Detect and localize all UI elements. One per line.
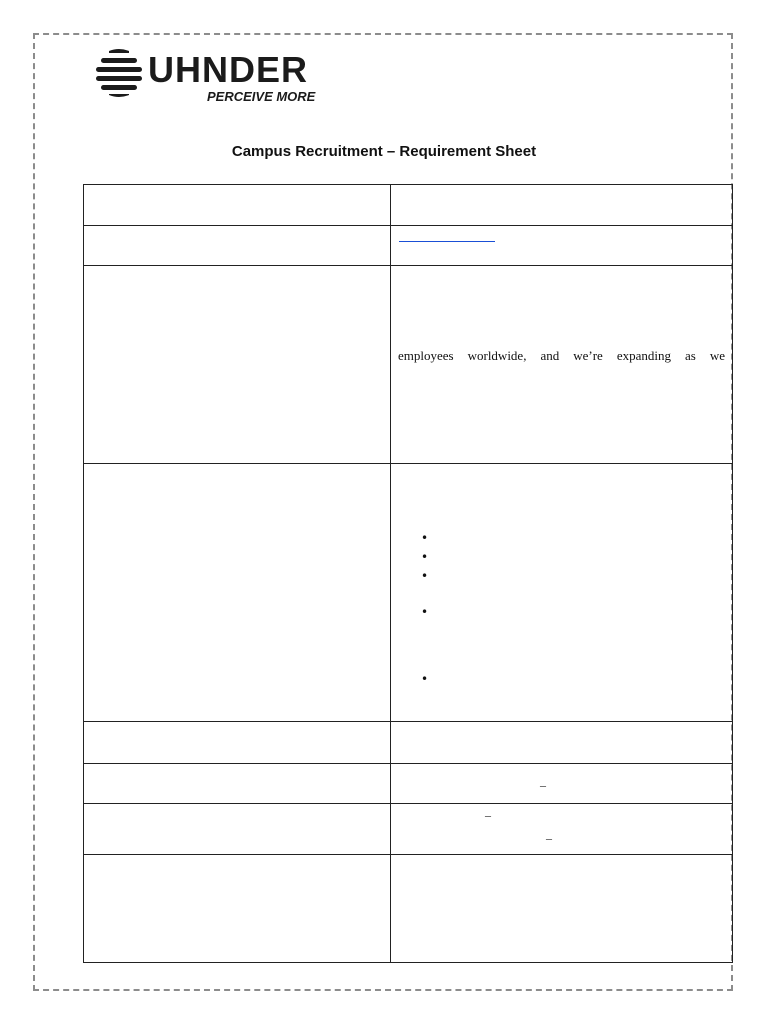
table-row — [84, 266, 733, 464]
website-link-underline[interactable] — [399, 241, 495, 242]
table-row — [84, 464, 733, 722]
table-row — [84, 855, 733, 963]
company-description-line: employees worldwide, and we’re expanding as we — [398, 348, 725, 363]
dash-mark: – — [546, 831, 552, 845]
table-cell-label — [84, 764, 391, 804]
brand-wordmark: UHNDER — [148, 49, 309, 90]
table-cell-value — [391, 804, 733, 855]
table-row — [84, 185, 733, 226]
table-cell-value — [391, 185, 733, 226]
dash-mark: – — [540, 778, 546, 792]
uhnder-striped-sphere-icon — [95, 47, 145, 99]
table-cell-label — [84, 464, 391, 722]
bullet-icon: • — [421, 550, 429, 564]
table-cell-value — [391, 266, 733, 464]
document-title: Campus Recruitment – Requirement Sheet — [231, 143, 537, 160]
requirement-table — [83, 184, 733, 963]
table-cell-label — [84, 855, 391, 963]
table-row — [84, 764, 733, 804]
dash-mark: – — [485, 808, 491, 822]
table-cell-label — [84, 226, 391, 266]
bullet-icon: • — [421, 531, 429, 545]
table-cell-value — [391, 855, 733, 963]
table-cell-label — [84, 722, 391, 764]
table-row — [84, 226, 733, 266]
table-cell-label — [84, 804, 391, 855]
bullet-icon: • — [421, 672, 429, 686]
table-cell-value — [391, 226, 733, 266]
table-cell-value — [391, 722, 733, 764]
bullet-icon: • — [421, 569, 429, 583]
table-cell-label — [84, 185, 391, 226]
table-cell-value — [391, 764, 733, 804]
table-cell-value — [391, 464, 733, 722]
table-cell-label — [84, 266, 391, 464]
table-row — [84, 804, 733, 855]
bullet-icon: • — [421, 605, 429, 619]
table-row — [84, 722, 733, 764]
brand-tagline: PERCEIVE MORE — [207, 89, 316, 104]
uhnder-logo — [95, 47, 335, 107]
